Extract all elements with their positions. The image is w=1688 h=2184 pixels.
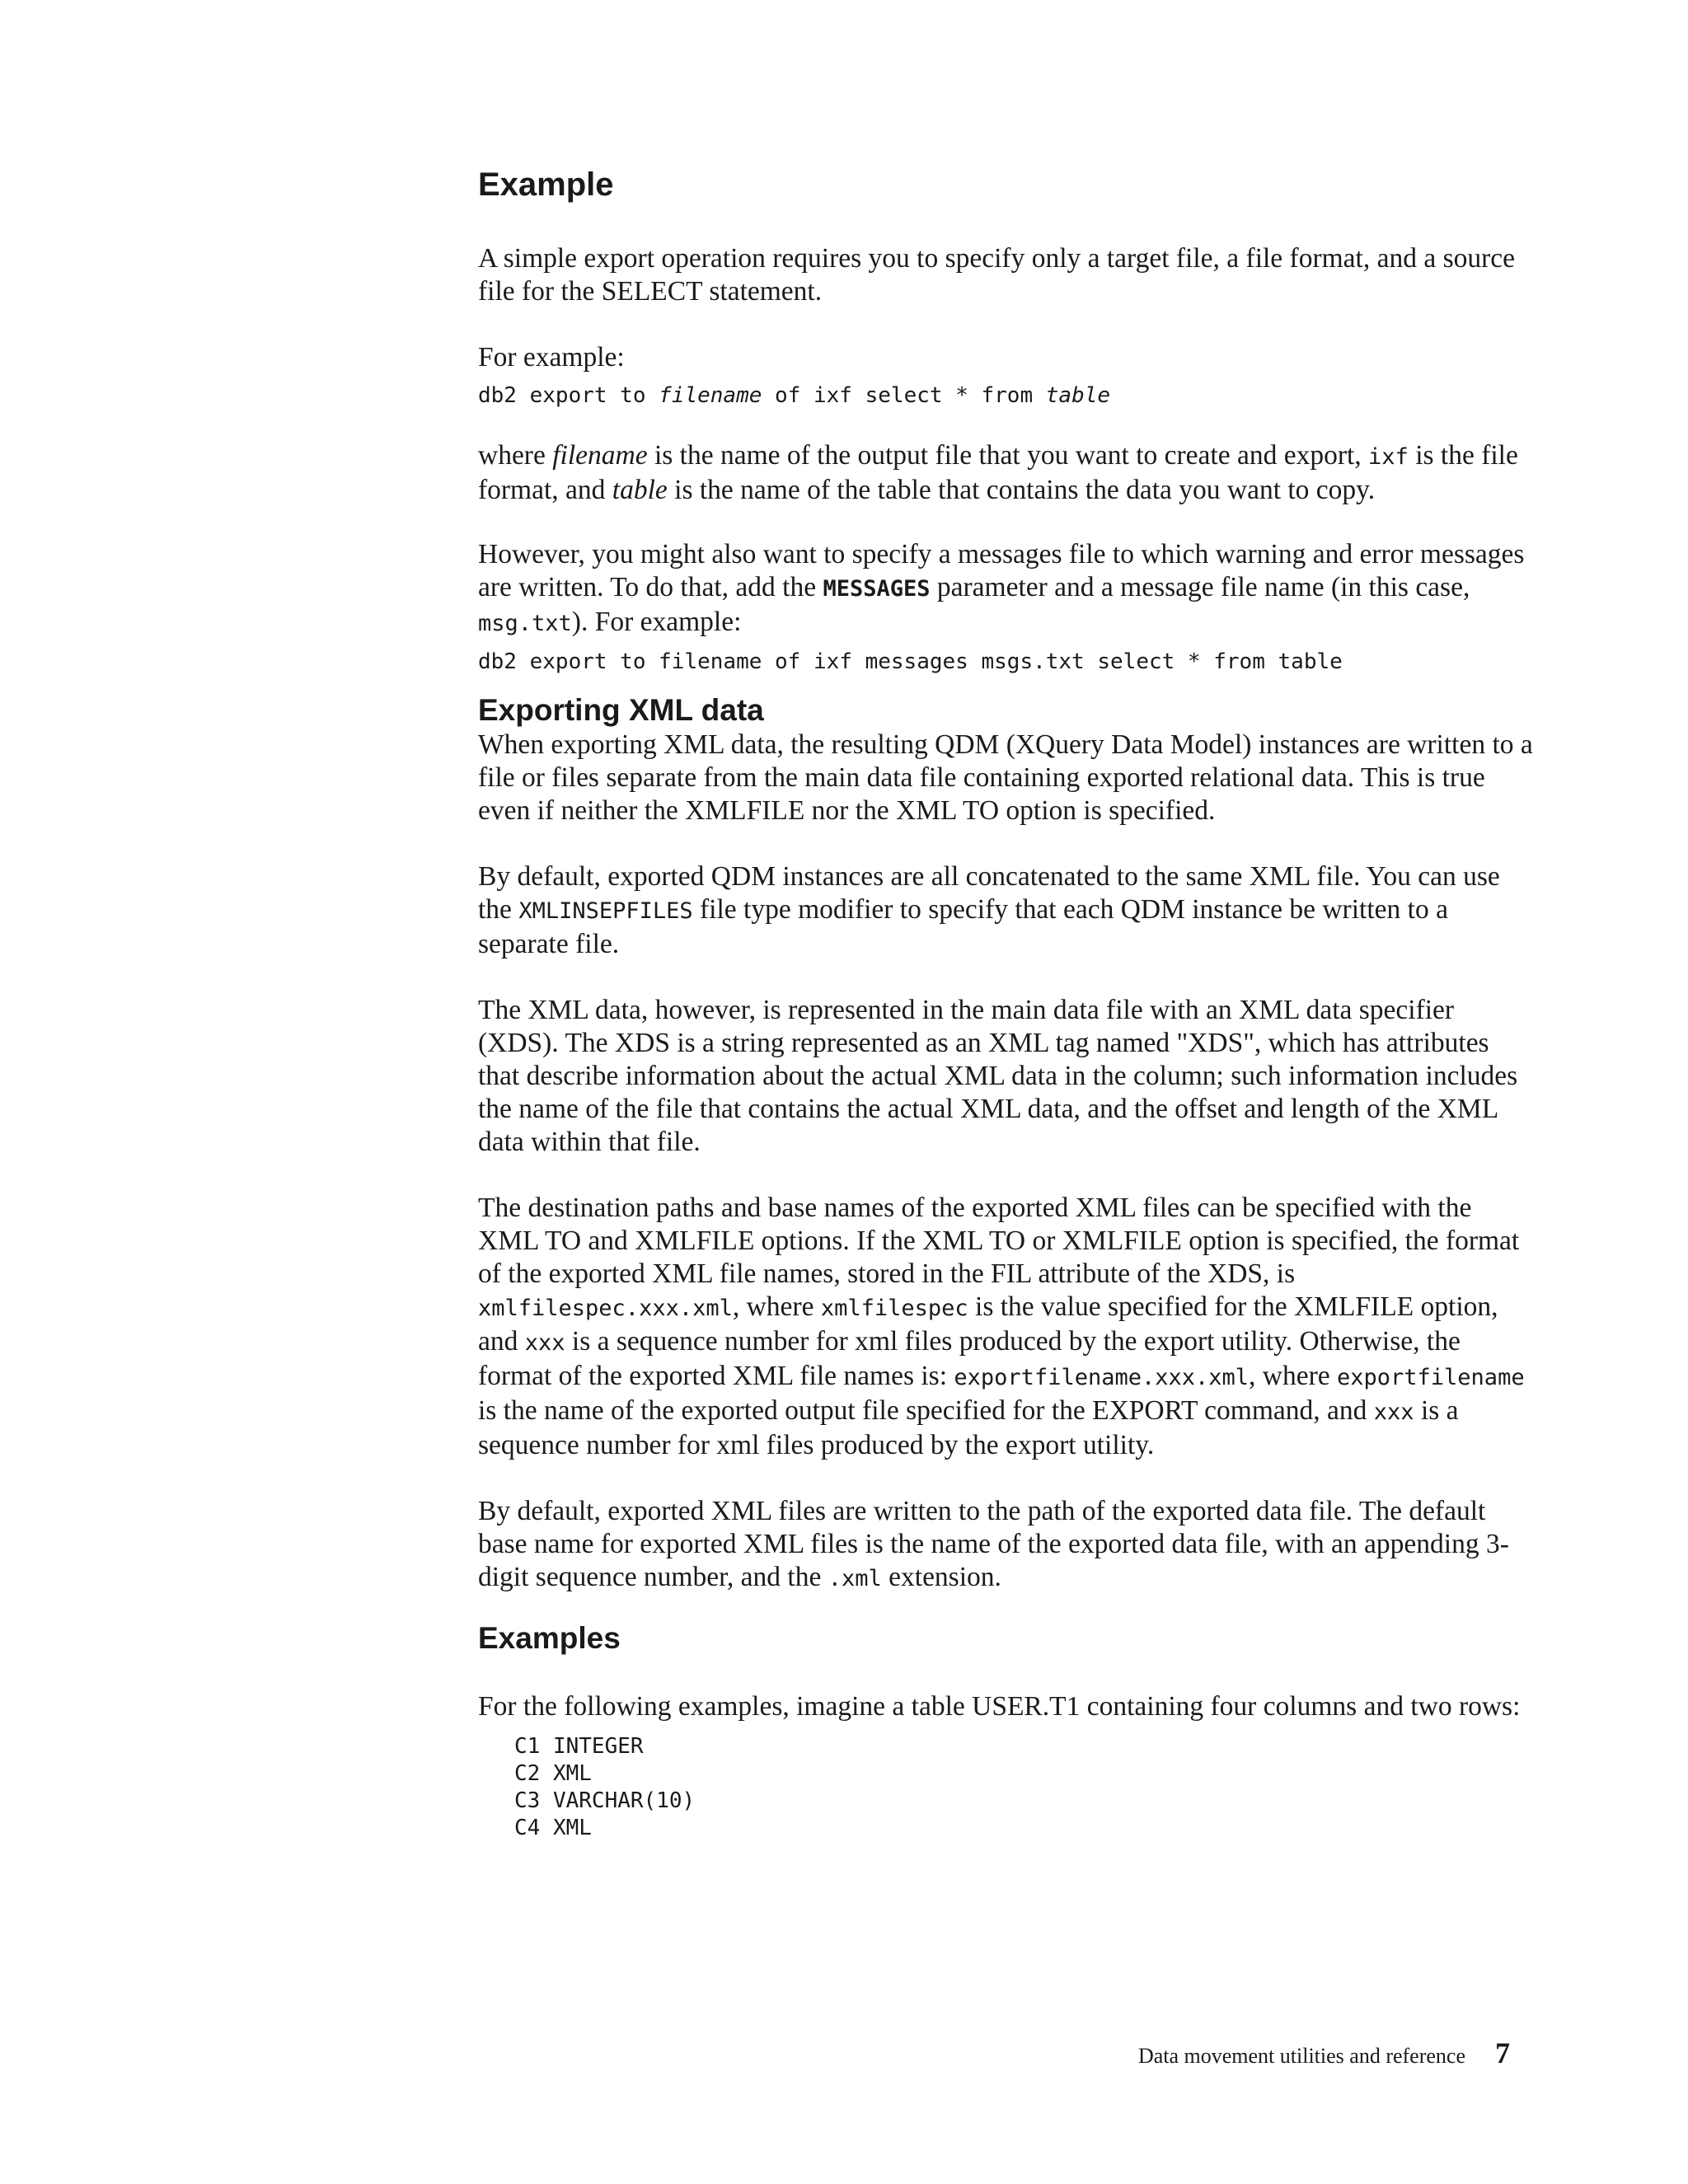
paragraph-xml-4 <box>478 1192 1533 1462</box>
term-xmlfilespec-xxx-xml: xmlfilespec.xxx.xml <box>478 1296 733 1322</box>
text-run: By default, exported QDM instances are all concatenated to the same XML file. You can use the <box>478 861 1500 926</box>
text-run: is a sequence number for xml files produced by the export utility. <box>478 1395 1459 1461</box>
paragraph-xml-1: When exporting XML data, the resulting QDM (XQuery Data Model) instances are written to a file or files separate from the main data file containing exported relational data. This is true even if neither the XMLFILE nor the XML TO option is specified. <box>478 729 1533 827</box>
heading-examples: Examples <box>478 1621 621 1656</box>
term-filename: filename <box>552 440 648 471</box>
text-run: parameter and a message file name (in this case, <box>930 572 1470 602</box>
page-number: 7 <box>1495 2036 1510 2069</box>
heading-example: Example <box>478 166 614 203</box>
text-run: is the value specified for the XMLFILE option, and <box>478 1291 1498 1357</box>
code-example-2: db2 export to filename of ixf messages msgs.txt select * from table <box>478 649 1343 674</box>
text-run: However, you might also want to specify a messages file to which warning and error messages are written. To do that, add the <box>478 539 1525 602</box>
term-xml-extension: .xml <box>828 1566 882 1592</box>
text-run: where <box>478 440 553 471</box>
term-xxx: xxx <box>1373 1399 1414 1426</box>
paragraph-xml-2 <box>478 860 1533 961</box>
text-run: The destination paths and base names of the exported XML files can be specified with the XML TO and XMLFILE options. If the XML TO or XMLFILE option is specified, the format of the exported XML file names, stored in the FIL attribute of the XDS, is <box>478 1193 1520 1290</box>
paragraph-intro: A simple export operation requires you to specify only a target file, a file format, and a source file for the SELECT statement. <box>478 243 1516 307</box>
code-text: db2 export to <box>478 383 659 408</box>
heading-exporting-xml-data: Exporting XML data <box>478 693 764 727</box>
page-content <box>478 165 1533 1842</box>
column-definition: C1 INTEGER <box>514 1733 644 1759</box>
term-msg-txt: msg.txt <box>478 611 572 636</box>
column-definition: C3 VARCHAR(10) <box>514 1788 696 1813</box>
text-run: file type modifier to specify that each QDM instance be written to a separate file. <box>478 894 1448 960</box>
term-xmlinsepfiles: XMLINSEPFILES <box>518 898 693 925</box>
paragraph-for-example: For example: <box>478 342 625 373</box>
term-exportfilename-xxx-xml: exportfilename.xxx.xml <box>954 1365 1250 1391</box>
paragraph-examples-intro: For the following examples, imagine a table USER.T1 containing four columns and two rows: <box>478 1690 1521 1722</box>
term-xmlfilespec: xmlfilespec <box>820 1296 968 1322</box>
code-text: of ixf select * from <box>762 383 1046 408</box>
term-xxx: xxx <box>524 1330 565 1357</box>
text-run: is the name of the table that contains the data you want to copy. <box>667 475 1376 505</box>
text-run: is the name of the output file that you want to create and export, <box>647 440 1369 471</box>
code-table-columns <box>514 1733 1533 1842</box>
paragraph-however <box>478 538 1533 640</box>
text-run: is the file format, and <box>478 440 1518 505</box>
term-table: table <box>612 475 668 505</box>
text-run: By default, exported XML files are written to the path of the exported data file. The default base name for exported XML files is the name of the exported data file, with an appending 3-digit sequence number, and the <box>478 1496 1509 1593</box>
code-example-1 <box>478 382 1533 410</box>
paragraph-where <box>478 439 1533 507</box>
text-run: extension. <box>881 1562 1001 1593</box>
text-run: is a sequence number for xml files produced by the export utility. Otherwise, the format of the exported XML file names is: <box>478 1326 1461 1392</box>
term-exportfilename: exportfilename <box>1337 1365 1525 1391</box>
text-run: ). For example: <box>571 607 742 637</box>
text-run: , where <box>1249 1361 1337 1392</box>
code-placeholder-table: table <box>1045 383 1111 408</box>
column-definition: C4 XML <box>514 1815 592 1840</box>
paragraph-xml-5 <box>478 1495 1533 1596</box>
term-messages: MESSAGES <box>823 576 931 602</box>
footer-title: Data movement utilities and reference <box>1137 2044 1465 2068</box>
term-ixf: ixf <box>1368 444 1409 470</box>
text-run: , where <box>732 1291 821 1323</box>
text-run: is the name of the exported output file specified for the EXPORT command, and <box>478 1395 1374 1427</box>
column-definition: C2 XML <box>514 1760 592 1786</box>
code-placeholder-filename: filename <box>659 383 762 408</box>
paragraph-xml-3: The XML data, however, is represented in the main data file with an XML data specifier (XDS). The XDS is a string represented as an XML tag named "XDS", which has attributes that describe information about the actual XML data in the column; such information includes the name of the file that contains the actual XML data, and the offset and length of the XML data within that file. <box>478 995 1518 1158</box>
page-footer <box>0 2036 1510 2070</box>
